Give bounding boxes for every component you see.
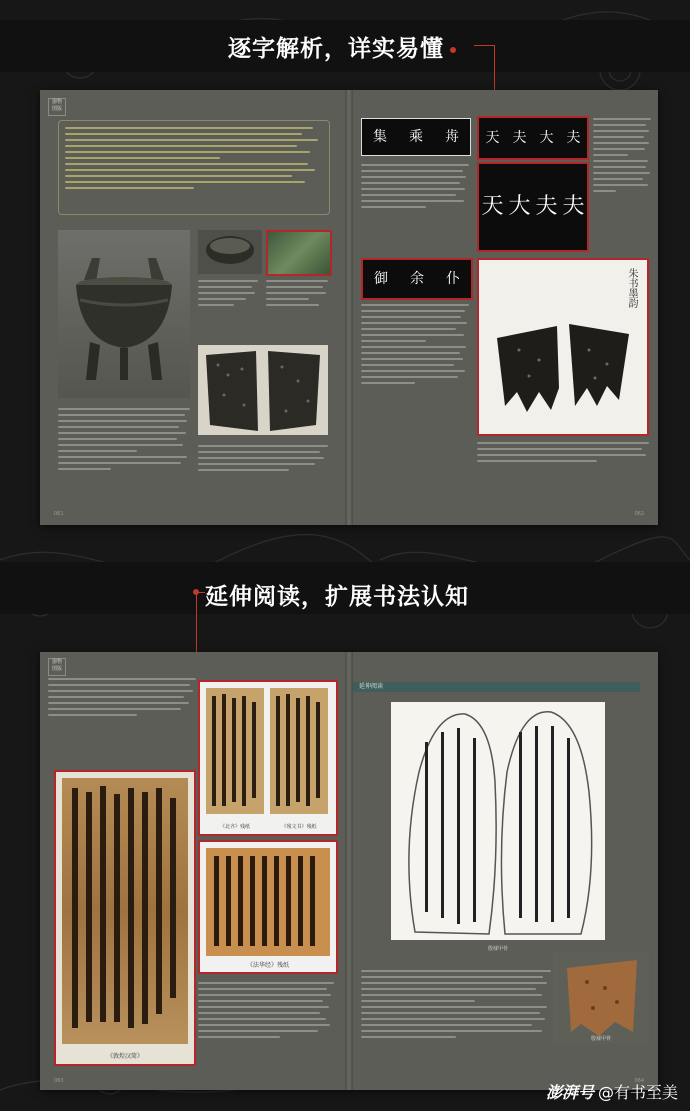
spread1-right-page xyxy=(353,90,658,525)
caption-top-text: 逐字解析，详实易懂 xyxy=(228,35,444,62)
brush-title: 朱书墨韵 xyxy=(626,268,637,308)
oracle-bone-photo xyxy=(553,952,649,1044)
bronze-ding-photo xyxy=(58,230,190,398)
book-spread-2 xyxy=(40,652,658,1090)
full-rubbing-photo xyxy=(477,258,649,436)
watermark xyxy=(546,1080,678,1103)
ding-vessel-image xyxy=(58,230,190,398)
inscription-rubbing-photo xyxy=(198,345,328,435)
section-bar: 延伸阅读 xyxy=(353,682,640,692)
glyph-2b: 夫 xyxy=(512,130,527,146)
connector-middle-dot xyxy=(193,589,199,595)
scroll-fragment-photo xyxy=(198,840,338,974)
caption-c: 《敦煌汉简》 xyxy=(106,1053,143,1060)
glyph-1b: 乘 xyxy=(409,129,423,145)
caption-b: 《残文书》残纸 xyxy=(281,824,317,830)
glyph-box-1 xyxy=(361,118,471,156)
watermark-handle: @有书至美 xyxy=(597,1083,678,1102)
spread2-page-number-left: 063 xyxy=(54,1078,64,1084)
caption-d: 《法华经》残纸 xyxy=(246,962,289,969)
glyph-4c: 仆 xyxy=(446,271,460,287)
watermark-brand: 澎湃号 xyxy=(545,1083,594,1102)
spread1-corner-label xyxy=(48,98,66,116)
oracle-bone-drawing xyxy=(391,702,605,952)
oracle-bone-outlines xyxy=(391,702,605,940)
spread2-right-page xyxy=(353,652,658,1090)
spread1-caption-text-a xyxy=(198,280,258,310)
spread1-caption-text-b xyxy=(266,280,328,310)
spread2-intro-text xyxy=(48,678,196,720)
spread1-corner-label-b: 图版 xyxy=(51,106,62,112)
spread1-gutter xyxy=(345,90,353,525)
glyph-2d: 夫 xyxy=(566,130,581,146)
paired-fragment-photo xyxy=(198,680,338,836)
spread1-corner-label-a: 器物 xyxy=(51,99,62,105)
glyph-4a: 御 xyxy=(374,271,388,287)
spread1-intro-box xyxy=(58,120,330,215)
glyph-2c: 大 xyxy=(539,130,554,146)
spread1-left-page xyxy=(40,90,349,525)
caption-middle-text: 延伸阅读，扩展书法认知 xyxy=(205,583,469,610)
spread2-page-number-right: 064 xyxy=(634,1078,644,1084)
glyph-box-2 xyxy=(477,116,589,160)
glyph-2a: 天 xyxy=(485,130,500,146)
spread1-body-mid xyxy=(198,445,328,475)
spread1-page-number-right: 062 xyxy=(634,511,644,517)
glyph-3b: 大 xyxy=(508,194,531,219)
spread2-corner-label-b: 图版 xyxy=(51,666,62,672)
glyph-3c: 夫 xyxy=(535,194,558,219)
spread1-body-left xyxy=(58,408,190,474)
spread1-right-column xyxy=(593,118,651,196)
vessel-top-photo xyxy=(198,230,262,274)
spread1-right-bottom-text xyxy=(477,442,649,466)
caption-top-dot xyxy=(450,47,456,53)
spread2-right-body xyxy=(361,970,551,1042)
caption-middle xyxy=(205,578,469,611)
spread1-right-text-a xyxy=(361,164,469,212)
spread1-page-number-left: 061 xyxy=(54,511,64,517)
tall-manuscript-photo xyxy=(54,770,196,1066)
caption-f: 殷墟甲骨 xyxy=(590,1036,611,1042)
glyph-box-4 xyxy=(361,258,473,300)
glyph-1a: 集 xyxy=(373,129,387,145)
caption-top xyxy=(228,30,456,63)
spread1-right-text-b xyxy=(361,304,469,388)
caption-e: 殷墟甲骨 xyxy=(487,946,508,952)
spread2-corner-label-a: 器物 xyxy=(51,659,62,665)
spread2-gutter xyxy=(345,652,353,1090)
glyph-3a: 天 xyxy=(481,194,504,219)
spread2-left-body xyxy=(198,982,334,1042)
spread2-corner-label xyxy=(48,658,66,676)
glyph-4b: 余 xyxy=(410,271,424,287)
book-spread-1 xyxy=(40,90,658,525)
glyph-1c: 歬 xyxy=(445,129,459,145)
inscription-detail-photo xyxy=(266,230,332,276)
glyph-3d: 夫 xyxy=(562,194,585,219)
spread2-left-page xyxy=(40,652,349,1090)
caption-a: 《北齐》残纸 xyxy=(219,824,250,830)
glyph-box-3 xyxy=(477,162,589,252)
